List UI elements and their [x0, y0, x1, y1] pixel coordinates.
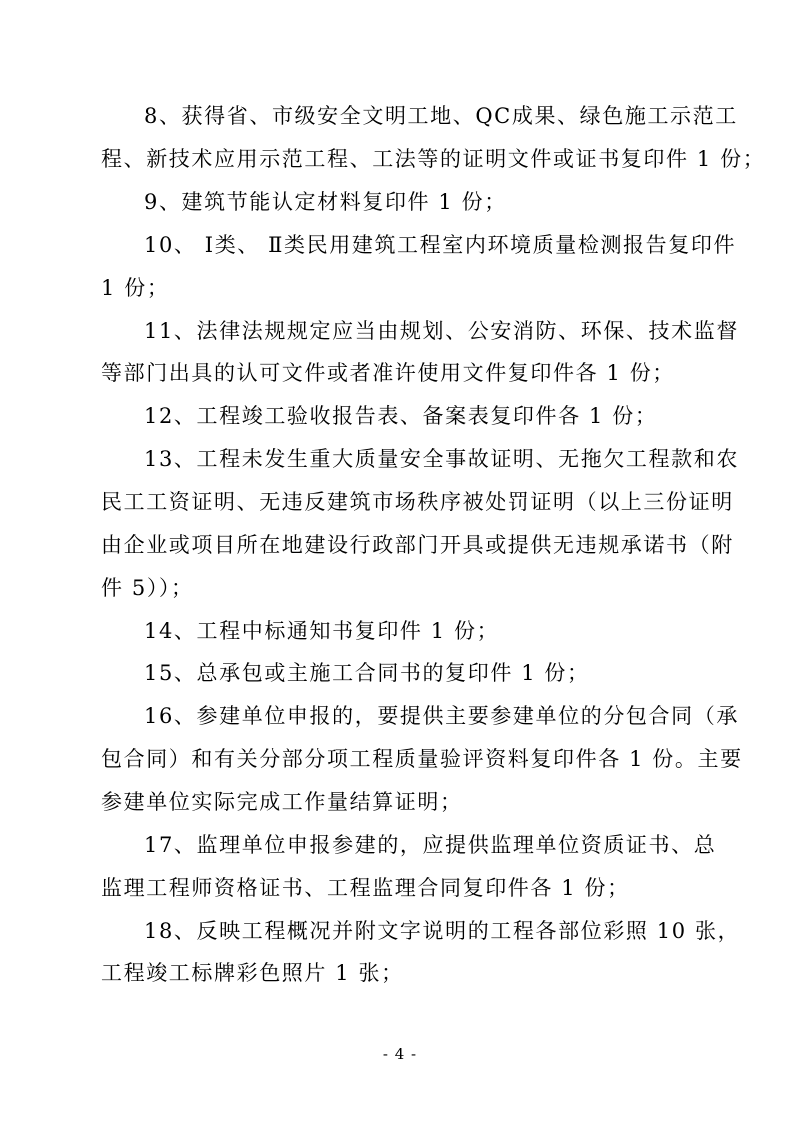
- item-18-line-2: 工程竣工标牌彩色照片 1 张；: [101, 961, 404, 985]
- item-8-line-2: 程、新技术应用示范工程、工法等的证明文件或证书复印件 1 份；: [101, 147, 766, 171]
- item-11-line-2: 等部门出具的认可文件或者准许使用文件复印件各 1 份；: [101, 361, 675, 385]
- item-13-line-4: 件 5））；: [101, 576, 194, 600]
- item-16-line-3: 参建单位实际完成工作量结算证明；: [101, 790, 463, 814]
- item-14-line-1: 14、工程中标通知书复印件 1 份；: [144, 619, 500, 643]
- item-17-line-2: 监理工程师资格证书、工程监理合同复印件各 1 份；: [101, 876, 630, 900]
- item-13-line-2: 民工工资证明、无违反建筑市场秩序被处罚证明（以上三份证明: [101, 490, 734, 514]
- item-16-line-1: 16、参建单位申报的，要提供主要参建单位的分包合同（承: [144, 704, 739, 728]
- item-9-line-1: 9、建筑节能认定材料复印件 1 份；: [144, 190, 507, 214]
- item-11-line-1: 11、法律法规规定应当由规划、公安消防、环保、技术监督: [144, 319, 739, 343]
- page-number: - 4 -: [382, 1045, 418, 1063]
- item-15-line-1: 15、总承包或主施工合同书的复印件 1 份；: [144, 661, 590, 685]
- item-10-line-2: 1 份；: [101, 276, 170, 300]
- item-8-line-1: 8、获得省、市级安全文明工地、QC成果、绿色施工示范工: [144, 104, 738, 128]
- item-13-line-3: 由企业或项目所在地建设行政部门开具或提供无违规承诺书（附: [101, 533, 734, 557]
- item-16-line-2: 包合同）和有关分部分项工程质量验评资料复印件各 1 份。主要: [101, 747, 743, 771]
- item-13-line-1: 13、工程未发生重大质量安全事故证明、无拖欠工程款和农: [144, 447, 739, 471]
- item-10-line-1: 10、 Ⅰ类、 Ⅱ类民用建筑工程室内环境质量检测报告复印件: [144, 233, 737, 257]
- item-18-line-1: 18、反映工程概况并附文字说明的工程各部位彩照 10 张，: [144, 919, 741, 943]
- item-17-line-1: 17、监理单位申报参建的，应提供监理单位资质证书、总: [144, 833, 717, 857]
- item-12-line-1: 12、工程竣工验收报告表、备案表复印件各 1 份；: [144, 404, 658, 428]
